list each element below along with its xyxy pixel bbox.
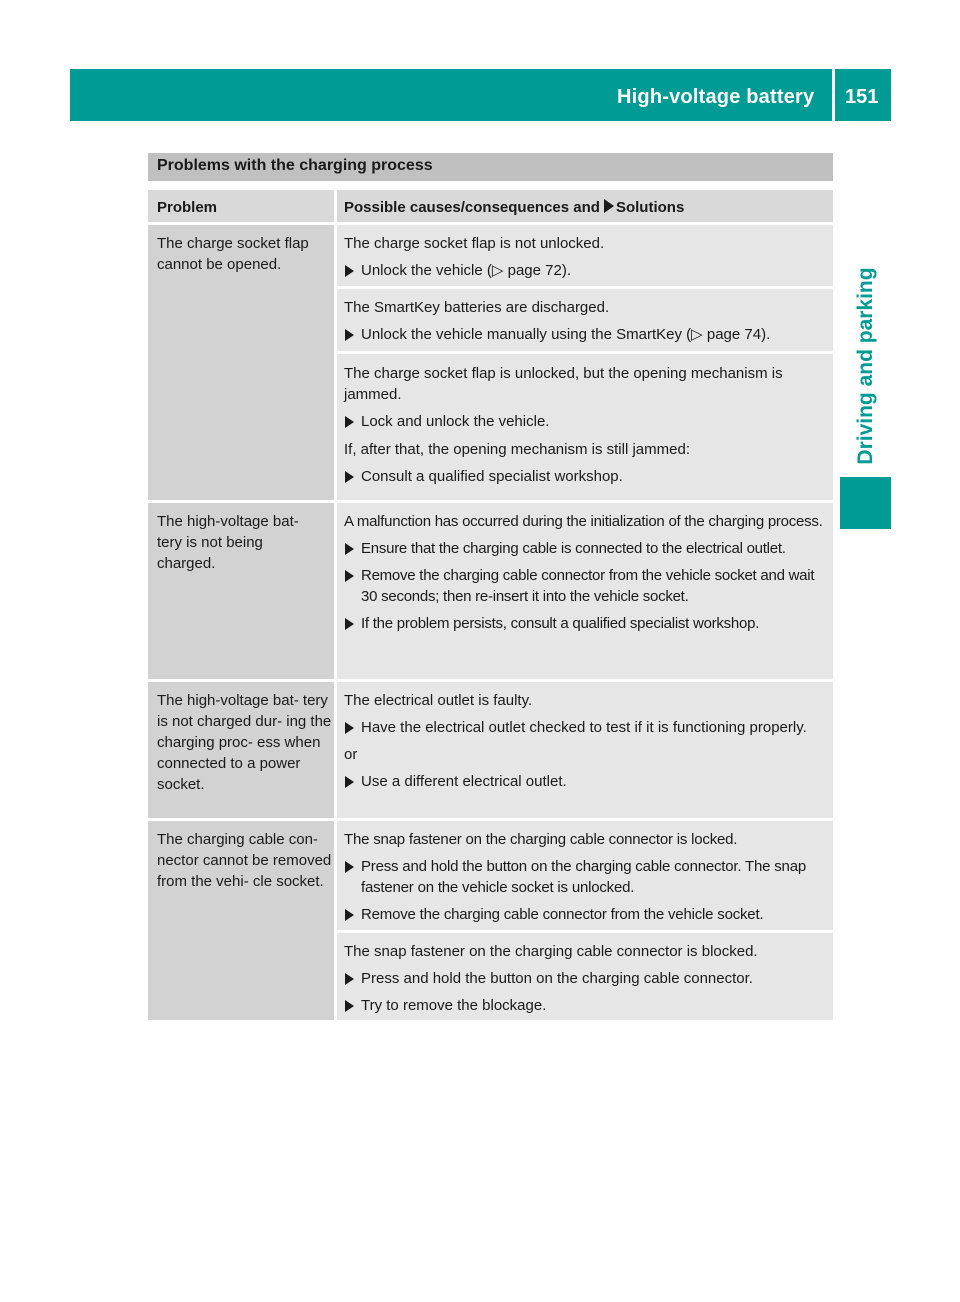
- action-step: Use a different electrical outlet.: [344, 771, 829, 792]
- cause-text: The electrical outlet is faulty.: [344, 692, 533, 709]
- action-arrow-icon: [604, 199, 614, 213]
- cause-text: A malfunction has occurred during the initialization of the charging process.: [344, 513, 823, 530]
- table-title: Problems with the charging process: [157, 157, 433, 174]
- action-step: Press and hold the button on the charging cable connector. The snap fastener on the vehicle socket is unlocked.: [344, 856, 829, 898]
- action-step: If the problem persists, consult a qualified specialist workshop.: [344, 613, 829, 634]
- cause-text: The charge socket flap is not unlocked.: [344, 235, 605, 252]
- action-step: Ensure that the charging cable is connected to the electrical outlet.: [344, 538, 829, 559]
- page-ref-icon: ▷: [691, 326, 703, 343]
- page-ref-icon: ▷: [491, 262, 504, 279]
- solution-block: [344, 297, 829, 345]
- chapter-marker-block: [840, 477, 891, 529]
- or-text: or: [344, 746, 358, 763]
- action-step: Lock and unlock the vehicle.: [344, 411, 829, 432]
- action-step: Press and hold the button on the charging cable connector.: [344, 968, 829, 989]
- action-step: Remove the charging cable connector from the vehicle socket and wait 30 seconds; then re-insert it into the vehicle socket.: [344, 565, 829, 607]
- cause-text: The SmartKey batteries are discharged.: [344, 299, 610, 316]
- column-header-problem: Problem: [157, 199, 218, 216]
- solution-block: [344, 690, 829, 792]
- cause-text: The snap fastener on the charging cable connector is locked.: [344, 831, 738, 848]
- solution-block: [344, 233, 829, 281]
- problem-text: The high-voltage bat- tery is not being charged.: [157, 513, 299, 572]
- problem-text: The high-voltage bat- tery is not charged dur- ing the charging proc- ess when connected to a power socket.: [157, 692, 332, 793]
- page-number: 151: [845, 86, 879, 108]
- section-title: High-voltage battery: [617, 86, 815, 108]
- action-step: Unlock the vehicle (▷ page 72).: [344, 260, 829, 281]
- cause-text: The snap fastener on the charging cable connector is blocked.: [344, 943, 758, 960]
- solution-block: [344, 511, 829, 634]
- cause-text: The charge socket flap is unlocked, but the opening mechanism is jammed.: [344, 365, 783, 403]
- chapter-label: Driving and parking: [854, 267, 877, 465]
- note-text: If, after that, the opening mechanism is still jammed:: [344, 441, 690, 458]
- column-header-solution: [344, 199, 684, 216]
- solution-block: [344, 829, 829, 925]
- action-step: Try to remove the blockage.: [344, 995, 829, 1016]
- action-step: Remove the charging cable connector from the vehicle socket.: [344, 904, 829, 925]
- solution-block: [344, 363, 829, 487]
- problem-text: The charge socket flap cannot be opened.: [157, 235, 309, 273]
- header-text-after: Solutions: [615, 199, 685, 216]
- action-step: Have the electrical outlet checked to test if it is functioning properly.: [344, 717, 829, 738]
- problem-text: The charging cable con- nector cannot be removed from the vehi- cle socket.: [157, 831, 332, 890]
- header-text-before: Possible causes/consequences and: [344, 199, 600, 216]
- action-step: Consult a qualified specialist workshop.: [344, 466, 829, 487]
- header-divider: [832, 69, 835, 121]
- solution-block: [344, 941, 829, 1016]
- side-tab: [849, 256, 883, 476]
- action-step: Unlock the vehicle manually using the SmartKey (▷ page 74).: [344, 324, 829, 345]
